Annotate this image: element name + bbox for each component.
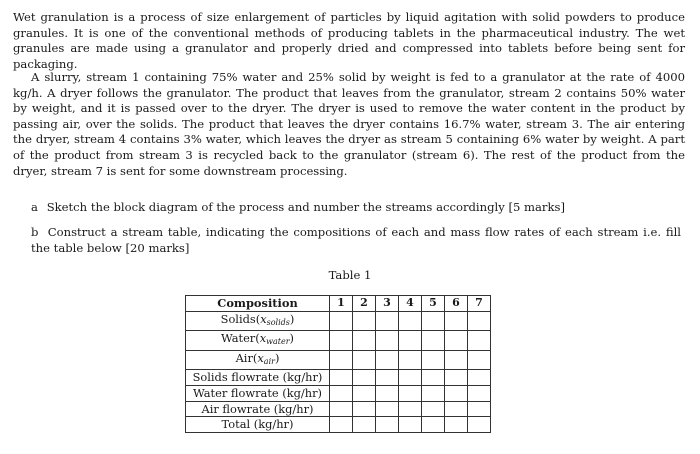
table-cell: [468, 370, 491, 386]
table-cell: [468, 350, 491, 370]
math-subscript: air: [263, 356, 275, 366]
table-cell: [445, 417, 468, 433]
table-cell: [399, 417, 422, 433]
table-row: [186, 401, 491, 417]
table-cell: [399, 331, 422, 351]
stream-header: 5: [422, 296, 445, 312]
table-cell: [353, 417, 376, 433]
table-cell: [376, 311, 399, 331]
table-cell: [399, 385, 422, 401]
table-cell: [376, 331, 399, 351]
table-cell: [422, 311, 445, 331]
question-b-label: b: [31, 225, 39, 239]
row-label: $Solids(x_{solids})$: [186, 311, 330, 331]
table-cell: [422, 350, 445, 370]
table-cell: [399, 370, 422, 386]
question-a-text: Sketch the block diagram of the process and number the streams accordingly [5 marks]: [46, 200, 565, 214]
math-variable: x: [257, 350, 264, 365]
row-label-text: Air: [235, 350, 253, 365]
composition-header: Composition: [186, 296, 330, 312]
table-cell: [445, 350, 468, 370]
row-label-text: Total (kg/hr): [221, 417, 294, 432]
table-cell: [330, 401, 353, 417]
table-cell: [445, 331, 468, 351]
table-cell: [399, 350, 422, 370]
question-a-label: a: [31, 200, 38, 214]
table-cell: [445, 311, 468, 331]
intro-paragraph: Wet granulation is a process of size enlargement of particles by liquid agitation with solid powders to produce granules. It is one of the conventional methods of producing tablets in the pharmaceutical industry. The wet granules are made using a granulator and properly dried and compressed into tablets before being sent for packaging.: [13, 10, 685, 71]
table-cell: [376, 417, 399, 433]
table-cell: [422, 370, 445, 386]
table-caption: Table 1: [328, 268, 372, 282]
math-subscript: water: [266, 337, 290, 347]
table-cell: [399, 401, 422, 417]
stream-header: 3: [376, 296, 399, 312]
table-cell: [330, 417, 353, 433]
table-cell: [468, 331, 491, 351]
row-label-text: Solids: [220, 311, 256, 326]
stream-header: 1: [330, 296, 353, 312]
table-cell: [422, 385, 445, 401]
table-cell: [445, 385, 468, 401]
table-cell: [445, 370, 468, 386]
stream-header: 7: [468, 296, 491, 312]
table-cell: [376, 370, 399, 386]
table-cell: [330, 331, 353, 351]
table-header-row: [186, 296, 491, 312]
table-cell: [330, 311, 353, 331]
table-cell: [330, 370, 353, 386]
row-label: $Water(x_{water})$: [186, 331, 330, 351]
math-variable: x: [260, 311, 267, 326]
table-cell: [353, 311, 376, 331]
table-cell: [353, 370, 376, 386]
math-subscript: solids: [266, 317, 290, 327]
row-label-text: Water: [220, 331, 256, 346]
row-label: $Air(x_{air})$: [186, 350, 330, 370]
table-cell: [353, 401, 376, 417]
row-label-text: Solids flowrate (kg/hr): [192, 370, 323, 385]
table-row: [186, 417, 491, 433]
math-variable: x: [259, 331, 267, 346]
table-row: [186, 311, 491, 331]
row-label-text: Air flowrate (kg/hr): [201, 401, 314, 416]
stream-header: 4: [399, 296, 422, 312]
table-cell: [376, 401, 399, 417]
row-label-text: Water flowrate (kg/hr): [193, 385, 322, 400]
table-cell: [422, 331, 445, 351]
table-cell: [468, 311, 491, 331]
table-row: [186, 350, 491, 370]
row-label: [186, 370, 330, 386]
stream-header: 6: [445, 296, 468, 312]
table-cell: [468, 401, 491, 417]
row-label: [186, 385, 330, 401]
stream-header: 2: [353, 296, 376, 312]
table-cell: [330, 350, 353, 370]
table-cell: [468, 417, 491, 433]
table-row: [186, 385, 491, 401]
process-description-paragraph: A slurry, stream 1 containing 75% water and 25% solid by weight is fed to a granulator at the rate of 4000 kg/h. A dryer follows the granulator. The product that leaves from the granulator, stream 2 contains 50% water by weight, and it is passed over to the dryer. The dryer is used to remove the water content in the product by passing air, over the solids. The product that leaves the dryer contains 16.7% water, stream 3. The air entering the dryer, stream 4 contains 3% water, which leaves the dryer as stream 5 containing 6% water by weight. A part of the product from stream 3 is recycled back to the granulator (stream 6). The rest of the product from the dryer, stream 7 is sent for some downstream processing.: [13, 70, 685, 178]
table-cell: [468, 385, 491, 401]
table-cell: [422, 417, 445, 433]
table-cell: [376, 350, 399, 370]
table-cell: [353, 385, 376, 401]
table-cell: [353, 331, 376, 351]
table-cell: [445, 401, 468, 417]
stream-table: [185, 295, 491, 433]
row-label: [186, 401, 330, 417]
table-cell: [422, 401, 445, 417]
question-a: [31, 200, 681, 216]
question-b-text: Construct a stream table, indicating the compositions of each and mass flow rates of each stream i.e. fill the table below [20 marks]: [31, 225, 681, 255]
table-row: [186, 370, 491, 386]
table-cell: [353, 350, 376, 370]
table-cell: [399, 311, 422, 331]
table-cell: [376, 385, 399, 401]
question-b: [31, 225, 681, 256]
table-row: [186, 331, 491, 351]
row-label: [186, 417, 330, 433]
table-cell: [330, 385, 353, 401]
